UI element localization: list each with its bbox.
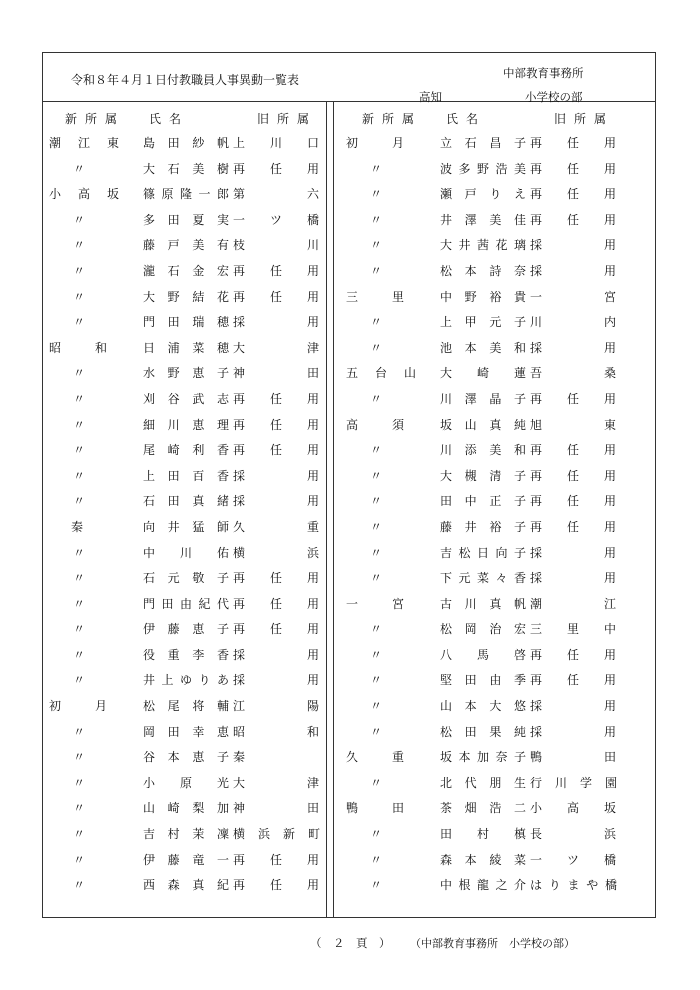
cell-name: 細 川 恵 理 bbox=[143, 417, 229, 432]
cell-old-affiliation: 第 六 bbox=[233, 187, 319, 202]
cell-old-affiliation: 再 任 用 bbox=[530, 212, 616, 227]
cell-old-affiliation: 旭 東 bbox=[530, 417, 616, 432]
cell-name: 田 中 正 子 bbox=[440, 494, 526, 509]
cell-old-affiliation: 一 宮 bbox=[530, 289, 616, 304]
cell-old-affiliation: 再 任 用 bbox=[233, 289, 319, 304]
cell-name: 中 根 龍 之 介 bbox=[440, 878, 526, 893]
cell-old-affiliation: 再 任 用 bbox=[233, 571, 319, 586]
cell-name: 伊 藤 竜 一 bbox=[143, 852, 229, 867]
cell-old-affiliation: 再 任 用 bbox=[530, 468, 616, 483]
cell-new-affiliation: 〃 bbox=[73, 647, 86, 662]
cell-old-affiliation: 一 ツ 橋 bbox=[233, 212, 319, 227]
table-row bbox=[340, 514, 623, 540]
cell-new-affiliation: 〃 bbox=[73, 315, 86, 330]
prefecture-name: 高知 bbox=[419, 90, 442, 104]
cell-old-affiliation: 江 陽 bbox=[233, 699, 319, 714]
table-row bbox=[43, 591, 326, 617]
cell-old-affiliation: 再 任 用 bbox=[530, 647, 616, 662]
cell-new-affiliation: 〃 bbox=[370, 622, 383, 637]
cell-old-affiliation: 大 津 bbox=[233, 340, 319, 355]
cell-name: 石 元 敬 子 bbox=[143, 571, 229, 586]
cell-name: 中 野 裕 貴 bbox=[440, 289, 526, 304]
cell-name: 上 甲 元 子 bbox=[440, 315, 526, 330]
table-row bbox=[340, 463, 623, 489]
cell-name: 下 元 菜 々 香 bbox=[440, 571, 526, 586]
cell-name: 大 井 茜 花 璃 bbox=[440, 238, 526, 253]
cell-name: 古 川 真 帆 bbox=[440, 596, 526, 611]
table-row bbox=[340, 770, 623, 796]
table-row bbox=[43, 130, 326, 156]
cell-name: 石 田 真 緒 bbox=[143, 494, 229, 509]
cell-name: 森 本 綾 菜 bbox=[440, 852, 526, 867]
table-row bbox=[340, 540, 623, 566]
cell-name: 水 野 恵 子 bbox=[143, 366, 229, 381]
cell-name: 八 馬 啓 bbox=[440, 647, 526, 662]
cell-name: 上 田 百 香 bbox=[143, 468, 229, 483]
cell-new-affiliation: 〃 bbox=[73, 391, 86, 406]
document-header bbox=[43, 53, 655, 102]
column-header-old: 旧所属 bbox=[257, 112, 318, 126]
table-row bbox=[340, 565, 623, 591]
cell-old-affiliation: 採 用 bbox=[530, 699, 616, 714]
column-header-new: 新所属 bbox=[362, 112, 423, 126]
cell-old-affiliation: 再 任 用 bbox=[233, 622, 319, 637]
left-table bbox=[43, 102, 326, 898]
table-row bbox=[43, 360, 326, 386]
table-row bbox=[340, 360, 623, 386]
cell-new-affiliation: 潮 江 東 bbox=[49, 136, 119, 150]
cell-new-affiliation: 〃 bbox=[370, 315, 383, 330]
cell-name: 茶 畑 浩 二 bbox=[440, 801, 526, 816]
table-row bbox=[340, 207, 623, 233]
cell-new-affiliation: 〃 bbox=[73, 161, 86, 176]
table-row bbox=[43, 207, 326, 233]
cell-new-affiliation: 初 月 bbox=[49, 699, 107, 714]
table-row bbox=[340, 591, 623, 617]
cell-new-affiliation: 〃 bbox=[73, 878, 86, 893]
table-row bbox=[43, 412, 326, 438]
cell-name: 篠 原 隆 一 郎 bbox=[143, 187, 229, 202]
cell-old-affiliation: 採 用 bbox=[530, 238, 616, 253]
cell-new-affiliation: 高 須 bbox=[346, 417, 404, 432]
cell-old-affiliation: 採 用 bbox=[233, 647, 319, 662]
cell-new-affiliation: 〃 bbox=[73, 622, 86, 637]
cell-new-affiliation: 〃 bbox=[73, 571, 86, 586]
cell-old-affiliation: 上 川 口 bbox=[233, 136, 319, 150]
cell-name: 日 浦 菜 穂 bbox=[143, 340, 229, 355]
cell-name: 藤 戸 美 有 bbox=[143, 238, 229, 253]
cell-new-affiliation: 〃 bbox=[370, 699, 383, 714]
page-number: （ ２ 頁 ） bbox=[310, 936, 391, 950]
table-row bbox=[340, 309, 623, 335]
section-name: 小学校の部 bbox=[525, 90, 583, 104]
column-header-name: 氏名 bbox=[149, 112, 190, 126]
cell-old-affiliation: 長 浜 bbox=[530, 827, 616, 842]
cell-new-affiliation: 一 宮 bbox=[346, 596, 404, 611]
cell-old-affiliation: 神 田 bbox=[233, 801, 319, 816]
cell-new-affiliation: 〃 bbox=[370, 724, 383, 739]
cell-name: 北 代 朋 生 bbox=[440, 775, 526, 790]
table-row bbox=[340, 335, 623, 361]
column-divider bbox=[326, 102, 327, 917]
cell-name: 瀧 石 金 宏 bbox=[143, 263, 229, 278]
cell-name: 堅 田 由 季 bbox=[440, 673, 526, 688]
table-row bbox=[43, 335, 326, 361]
column-header-row bbox=[340, 102, 623, 130]
cell-name: 伊 藤 恵 子 bbox=[143, 622, 229, 637]
footer-office-section: （中部教育事務所 小学校の部） bbox=[410, 937, 575, 950]
cell-old-affiliation: 再 任 用 bbox=[233, 417, 319, 432]
cell-old-affiliation: 横 浜 bbox=[233, 545, 319, 560]
cell-new-affiliation: 〃 bbox=[370, 212, 383, 227]
cell-new-affiliation: 〃 bbox=[370, 519, 383, 534]
cell-old-affiliation: 採 用 bbox=[233, 315, 319, 330]
cell-name: 小 原 光 bbox=[143, 775, 229, 790]
cell-old-affiliation: 再 任 用 bbox=[530, 136, 616, 150]
cell-old-affiliation: 鴨 田 bbox=[530, 750, 616, 765]
cell-new-affiliation: 〃 bbox=[73, 775, 86, 790]
table-row bbox=[340, 284, 623, 310]
cell-new-affiliation: 久 重 bbox=[346, 750, 404, 765]
cell-name: 瀬 戸 り え bbox=[440, 187, 526, 202]
cell-new-affiliation: 〃 bbox=[370, 263, 383, 278]
cell-new-affiliation: 〃 bbox=[73, 494, 86, 509]
table-row bbox=[340, 412, 623, 438]
cell-name: 門 田 瑞 穂 bbox=[143, 315, 229, 330]
table-row bbox=[340, 821, 623, 847]
cell-name: 西 森 真 紀 bbox=[143, 878, 229, 893]
cell-new-affiliation: 〃 bbox=[73, 827, 86, 842]
cell-new-affiliation: 〃 bbox=[370, 391, 383, 406]
cell-name: 藤 井 裕 子 bbox=[440, 519, 526, 534]
cell-old-affiliation: 横 浜 新 町 bbox=[233, 827, 319, 842]
table-row bbox=[43, 770, 326, 796]
cell-old-affiliation: 採 用 bbox=[530, 263, 616, 278]
cell-new-affiliation: 〃 bbox=[370, 340, 383, 355]
cell-name: 大 槻 清 子 bbox=[440, 468, 526, 483]
table-row bbox=[43, 719, 326, 745]
cell-new-affiliation: 〃 bbox=[73, 724, 86, 739]
cell-old-affiliation: 採 用 bbox=[530, 545, 616, 560]
cell-old-affiliation: 再 任 用 bbox=[233, 596, 319, 611]
table-row bbox=[340, 744, 623, 770]
cell-old-affiliation: 行 川 学 園 bbox=[530, 775, 616, 790]
cell-old-affiliation: 一 ツ 橋 bbox=[530, 852, 616, 867]
cell-new-affiliation: 〃 bbox=[73, 417, 86, 432]
cell-old-affiliation: 採 用 bbox=[530, 571, 616, 586]
table-row bbox=[340, 667, 623, 693]
cell-name: 波 多 野 浩 美 bbox=[440, 161, 526, 176]
cell-name: 島 田 紗 帆 bbox=[143, 136, 229, 150]
cell-name: 門 田 由 紀 代 bbox=[143, 596, 229, 611]
table-row bbox=[43, 667, 326, 693]
cell-new-affiliation: 小 高 坂 bbox=[49, 187, 119, 202]
cell-new-affiliation: 五 台 山 bbox=[346, 366, 416, 381]
table-row bbox=[43, 616, 326, 642]
cell-name: 役 重 李 香 bbox=[143, 647, 229, 662]
cell-old-affiliation: 採 用 bbox=[530, 340, 616, 355]
cell-new-affiliation: 〃 bbox=[73, 468, 86, 483]
cell-old-affiliation: 採 用 bbox=[233, 494, 319, 509]
cell-old-affiliation: 吾 桑 bbox=[530, 366, 616, 381]
cell-new-affiliation: 昭 和 bbox=[49, 340, 107, 355]
column-header-row bbox=[43, 102, 326, 130]
table-row bbox=[340, 156, 623, 182]
cell-name: 岡 田 幸 恵 bbox=[143, 724, 229, 739]
cell-old-affiliation: 潮 江 bbox=[530, 596, 616, 611]
cell-old-affiliation: 再 任 用 bbox=[530, 673, 616, 688]
cell-old-affiliation: 川 内 bbox=[530, 315, 616, 330]
table-row bbox=[43, 284, 326, 310]
cell-new-affiliation: 秦 bbox=[71, 519, 84, 534]
cell-old-affiliation: 再 任 用 bbox=[530, 519, 616, 534]
table-row bbox=[340, 616, 623, 642]
table-row bbox=[43, 514, 326, 540]
table-row bbox=[43, 181, 326, 207]
table-row bbox=[43, 540, 326, 566]
cell-name: 吉 松 日 向 子 bbox=[440, 545, 526, 560]
cell-old-affiliation: 再 任 用 bbox=[233, 878, 319, 893]
cell-name: 池 本 美 和 bbox=[440, 340, 526, 355]
cell-old-affiliation: 小 高 坂 bbox=[530, 801, 616, 816]
cell-name: 中 川 佑 bbox=[143, 545, 229, 560]
cell-new-affiliation: 〃 bbox=[370, 545, 383, 560]
table-row bbox=[340, 488, 623, 514]
column-header-new: 新所属 bbox=[65, 112, 126, 126]
table-row bbox=[43, 642, 326, 668]
cell-new-affiliation: 〃 bbox=[370, 878, 383, 893]
cell-old-affiliation: 昭 和 bbox=[233, 724, 319, 739]
cell-name: 大 崎 蓮 bbox=[440, 366, 526, 381]
cell-new-affiliation: 鴨 田 bbox=[346, 801, 404, 816]
cell-new-affiliation: 〃 bbox=[73, 212, 86, 227]
table-row bbox=[340, 719, 623, 745]
cell-new-affiliation: 〃 bbox=[370, 443, 383, 458]
cell-new-affiliation: 〃 bbox=[370, 647, 383, 662]
cell-name: 立 石 昌 子 bbox=[440, 136, 526, 150]
office-name: 中部教育事務所 bbox=[503, 66, 584, 80]
cell-old-affiliation: 久 重 bbox=[233, 519, 319, 534]
cell-new-affiliation: 〃 bbox=[370, 187, 383, 202]
table-row bbox=[340, 386, 623, 412]
cell-old-affiliation: 秦 bbox=[233, 750, 246, 765]
cell-new-affiliation: 三 里 bbox=[346, 289, 404, 304]
cell-name: 吉 村 茉 凜 bbox=[143, 827, 229, 842]
table-row bbox=[43, 872, 326, 898]
table-row bbox=[43, 488, 326, 514]
cell-new-affiliation: 〃 bbox=[370, 852, 383, 867]
right-table bbox=[340, 102, 623, 898]
cell-new-affiliation: 〃 bbox=[370, 775, 383, 790]
table-row bbox=[43, 693, 326, 719]
cell-name: 向 井 猛 師 bbox=[143, 519, 229, 534]
cell-old-affiliation: 枝 川 bbox=[233, 238, 319, 253]
cell-new-affiliation: 〃 bbox=[73, 289, 86, 304]
column-header-name: 氏名 bbox=[446, 112, 487, 126]
cell-name: 刈 谷 武 志 bbox=[143, 391, 229, 406]
cell-old-affiliation: 採 用 bbox=[233, 468, 319, 483]
cell-new-affiliation: 〃 bbox=[370, 673, 383, 688]
roster-frame bbox=[42, 52, 656, 918]
cell-new-affiliation: 〃 bbox=[370, 238, 383, 253]
cell-name: 松 尾 将 輔 bbox=[143, 699, 229, 714]
table-row bbox=[43, 156, 326, 182]
table-row bbox=[43, 437, 326, 463]
cell-old-affiliation: 再 任 用 bbox=[530, 391, 616, 406]
table-row bbox=[43, 821, 326, 847]
cell-name: 山 本 大 悠 bbox=[440, 699, 526, 714]
table-row bbox=[43, 386, 326, 412]
table-row bbox=[340, 693, 623, 719]
table-row bbox=[340, 795, 623, 821]
table-row bbox=[340, 258, 623, 284]
cell-name: 松 本 詩 奈 bbox=[440, 263, 526, 278]
table-row bbox=[340, 642, 623, 668]
cell-old-affiliation: 大 津 bbox=[233, 775, 319, 790]
cell-name: 谷 本 恵 子 bbox=[143, 750, 229, 765]
cell-new-affiliation: 〃 bbox=[73, 366, 86, 381]
cell-name: 川 添 美 和 bbox=[440, 443, 526, 458]
cell-name: 松 田 果 純 bbox=[440, 724, 526, 739]
table-row bbox=[340, 437, 623, 463]
cell-old-affiliation: 採 用 bbox=[530, 724, 616, 739]
table-row bbox=[43, 309, 326, 335]
cell-name: 井 澤 美 佳 bbox=[440, 212, 526, 227]
cell-name: 多 田 夏 実 bbox=[143, 212, 229, 227]
document-title: 令和８年４月１日付教職員人事異動一覧表 bbox=[71, 73, 300, 87]
cell-new-affiliation: 〃 bbox=[73, 673, 86, 688]
cell-old-affiliation: 再 任 用 bbox=[233, 852, 319, 867]
table-row bbox=[340, 232, 623, 258]
cell-old-affiliation: 神 田 bbox=[233, 366, 319, 381]
cell-name: 松 岡 治 宏 bbox=[440, 622, 526, 637]
cell-old-affiliation: 再 任 用 bbox=[530, 443, 616, 458]
cell-old-affiliation: 再 任 用 bbox=[530, 161, 616, 176]
cell-name: 山 崎 梨 加 bbox=[143, 801, 229, 816]
cell-old-affiliation: 再 任 用 bbox=[233, 443, 319, 458]
table-row bbox=[340, 872, 623, 898]
cell-old-affiliation: は り ま や 橋 bbox=[530, 878, 616, 893]
table-row bbox=[340, 847, 623, 873]
table-row bbox=[43, 232, 326, 258]
cell-name: 田 村 槙 bbox=[440, 827, 526, 842]
cell-name: 川 澤 晶 子 bbox=[440, 391, 526, 406]
cell-new-affiliation: 〃 bbox=[370, 827, 383, 842]
column-header-old: 旧所属 bbox=[554, 112, 615, 126]
cell-old-affiliation: 再 任 用 bbox=[530, 494, 616, 509]
cell-new-affiliation: 〃 bbox=[370, 571, 383, 586]
column-divider bbox=[333, 102, 334, 917]
table-row bbox=[43, 565, 326, 591]
cell-name: 尾 崎 利 香 bbox=[143, 443, 229, 458]
cell-new-affiliation: 〃 bbox=[73, 263, 86, 278]
table-row bbox=[43, 795, 326, 821]
cell-new-affiliation: 〃 bbox=[73, 852, 86, 867]
cell-new-affiliation: 〃 bbox=[370, 161, 383, 176]
cell-new-affiliation: 〃 bbox=[370, 494, 383, 509]
cell-old-affiliation: 再 任 用 bbox=[233, 391, 319, 406]
cell-new-affiliation: 〃 bbox=[73, 443, 86, 458]
table-row bbox=[43, 258, 326, 284]
cell-new-affiliation: 〃 bbox=[73, 596, 86, 611]
cell-new-affiliation: 〃 bbox=[73, 801, 86, 816]
cell-new-affiliation: 〃 bbox=[73, 750, 86, 765]
cell-old-affiliation: 再 任 用 bbox=[530, 187, 616, 202]
table-row bbox=[340, 130, 623, 156]
table-row bbox=[340, 181, 623, 207]
cell-new-affiliation: 〃 bbox=[73, 545, 86, 560]
cell-name: 大 野 結 花 bbox=[143, 289, 229, 304]
cell-name: 坂 山 真 純 bbox=[440, 417, 526, 432]
cell-name: 坂 本 加 奈 子 bbox=[440, 750, 526, 765]
cell-new-affiliation: 〃 bbox=[73, 238, 86, 253]
cell-old-affiliation: 三 里 中 bbox=[530, 622, 616, 637]
table-row bbox=[43, 463, 326, 489]
cell-new-affiliation: 〃 bbox=[370, 468, 383, 483]
table-row bbox=[43, 847, 326, 873]
table-row bbox=[43, 744, 326, 770]
cell-name: 井 上 ゆ り あ bbox=[143, 673, 229, 688]
cell-new-affiliation: 初 月 bbox=[346, 136, 404, 150]
cell-old-affiliation: 再 任 用 bbox=[233, 161, 319, 176]
cell-old-affiliation: 採 用 bbox=[233, 673, 319, 688]
cell-name: 大 石 美 樹 bbox=[143, 161, 229, 176]
cell-old-affiliation: 再 任 用 bbox=[233, 263, 319, 278]
